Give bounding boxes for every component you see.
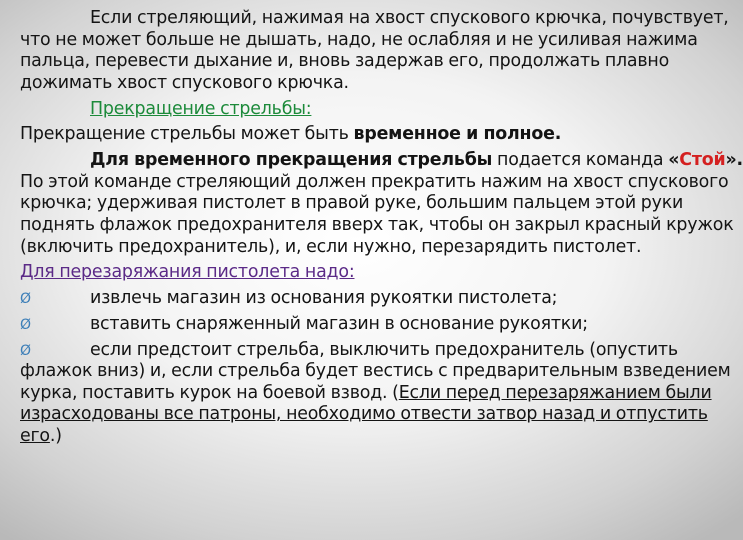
paragraph2-line2: По этой команде стреляющий должен прекратить нажим на хвост спускового: [20, 171, 729, 192]
paragraph2-line5: (включить предохранитель), и, если нужно, перезарядить пистолет.: [20, 236, 642, 257]
arrow-bullet-icon: Ø: [20, 316, 31, 333]
paragraph1-line2: что не может больше не дышать, надо, не ослабляя и не усиливая нажима: [20, 29, 698, 50]
paragraph2-line4: поднять флажок предохранителя вверх так, чтобы он закрыл красный кружок: [20, 214, 734, 235]
step3-line5-underlined: его: [20, 426, 50, 446]
paragraph2-bold-lead: Для временного прекращения стрельбы: [90, 150, 493, 171]
command-stop: Стой: [679, 150, 726, 171]
stop-types-bold: временное и полное.: [353, 124, 562, 145]
heading-reload-line: [20, 262, 710, 284]
paragraph1-line3: пальца, перевести дыхание и, вновь задержав его, продолжать плавно: [20, 51, 670, 72]
step3-line3-plain: курка, поставить курок на боевой взвод. (: [20, 382, 399, 403]
heading-stop-line: [20, 99, 710, 121]
slide-text: [20, 8, 743, 448]
step3-line4: израсходованы все патроны, необходимо отвести затвор назад и отпустить: [20, 404, 708, 425]
paragraph2-line3: крючка; удерживая пистолет в правой руке, большим пальцем этой руки: [20, 193, 684, 214]
paragraph2-line1: [20, 150, 743, 172]
arrow-bullet-icon: Ø: [20, 291, 31, 308]
arrow-bullet-icon: Ø: [20, 342, 31, 359]
step3-line3-underlined: Если перед перезаряжанием были: [398, 382, 712, 403]
step3-line5: [20, 426, 710, 448]
step3-line5-rest: .): [49, 426, 62, 446]
heading-stop: Прекращение стрельбы:: [90, 98, 312, 119]
reload-step-3: если предстоит стрельба, выключить предохранитель (опустить: [90, 339, 678, 360]
paragraph1-line4: дожимать хвост спускового крючка.: [20, 72, 349, 93]
step3-line3: [20, 383, 710, 405]
list-item: [20, 314, 710, 336]
step3-line2: флажок вниз) и, если стрельба будет вестись с предварительным взведением: [20, 361, 731, 382]
reload-step-2: вставить снаряженный магазин в основание рукоятки;: [90, 313, 588, 334]
heading-reload: Для перезаряжания пистолета надо:: [20, 262, 355, 283]
paragraph1-line1: Если стреляющий, нажимая на хвост спускового крючка, почувствует,: [90, 8, 729, 28]
list-item: [20, 288, 710, 310]
reload-step-1: извлечь магазин из основания рукоятки пистолета;: [90, 288, 558, 309]
command-quote-open: «: [668, 150, 680, 171]
stop-types-text: Прекращение стрельбы может быть: [20, 124, 354, 145]
stop-types-line: [20, 124, 710, 146]
list-item: [20, 340, 710, 362]
paragraph2-lead-rest: подается команда: [492, 150, 669, 171]
command-quote-close: ».: [725, 150, 743, 171]
